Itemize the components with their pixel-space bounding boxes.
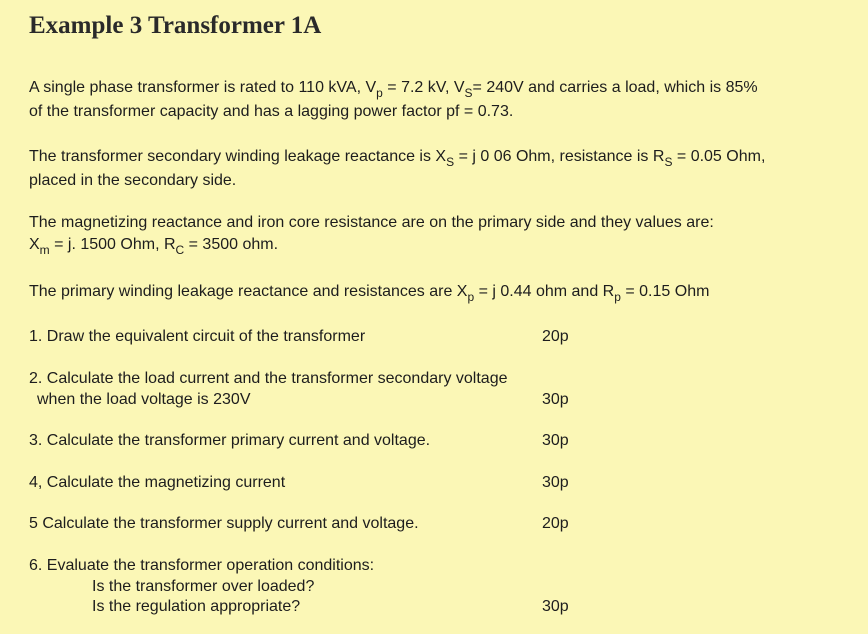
question-1: 1. Draw the equivalent circuit of the transformer: [29, 328, 366, 345]
question-6-points: 30p: [542, 598, 569, 615]
question-6-sub-1: Is the transformer over loaded?: [92, 578, 315, 595]
primary-winding-paragraph: The primary winding leakage reactance and resistances are $X_p = j$ 0.44 ohm and $R_p = 0.15$ Ohm: [29, 283, 710, 304]
question-1-points: 20p: [542, 328, 569, 345]
rating-paragraph: A single phase transformer is rated to 110 kVA, $V_p = 7.2$ kV, $V_S= 240V$ and carries a load, which is 85% of the transformer capacity and has a lagging power factor pf = 0.73.: [29, 79, 758, 120]
question-4-points: 30p: [542, 474, 569, 491]
magnetizing-paragraph: The magnetizing reactance and iron core resistance are on the primary side and they values are: $X_m = j$. 1500 Ohm, $R_C = 3500$ ohm.: [29, 214, 714, 257]
question-2-continued: when the load voltage is 230V: [37, 391, 251, 408]
question-2-points: 30p: [542, 391, 569, 408]
page-title: Example 3 Transformer 1A: [29, 12, 322, 39]
question-6: 6. Evaluate the transformer operation conditions:: [29, 557, 375, 574]
question-2: 2. Calculate the load current and the transformer secondary voltage: [29, 370, 508, 387]
question-6-sub-2: Is the regulation appropriate?: [92, 598, 301, 615]
question-4: 4, Calculate the magnetizing current: [29, 474, 286, 491]
secondary-winding-paragraph: The transformer secondary winding leakage reactance is $X_S = j$ 0 06 Ohm, resistance is $R_S = 0.05$ Ohm, placed in the secondary side.: [29, 148, 766, 189]
question-5: 5 Calculate the transformer supply current and voltage.: [29, 515, 419, 532]
question-3-points: 30p: [542, 432, 569, 449]
question-3: 3. Calculate the transformer primary current and voltage.: [29, 432, 431, 449]
question-5-points: 20p: [542, 515, 569, 532]
